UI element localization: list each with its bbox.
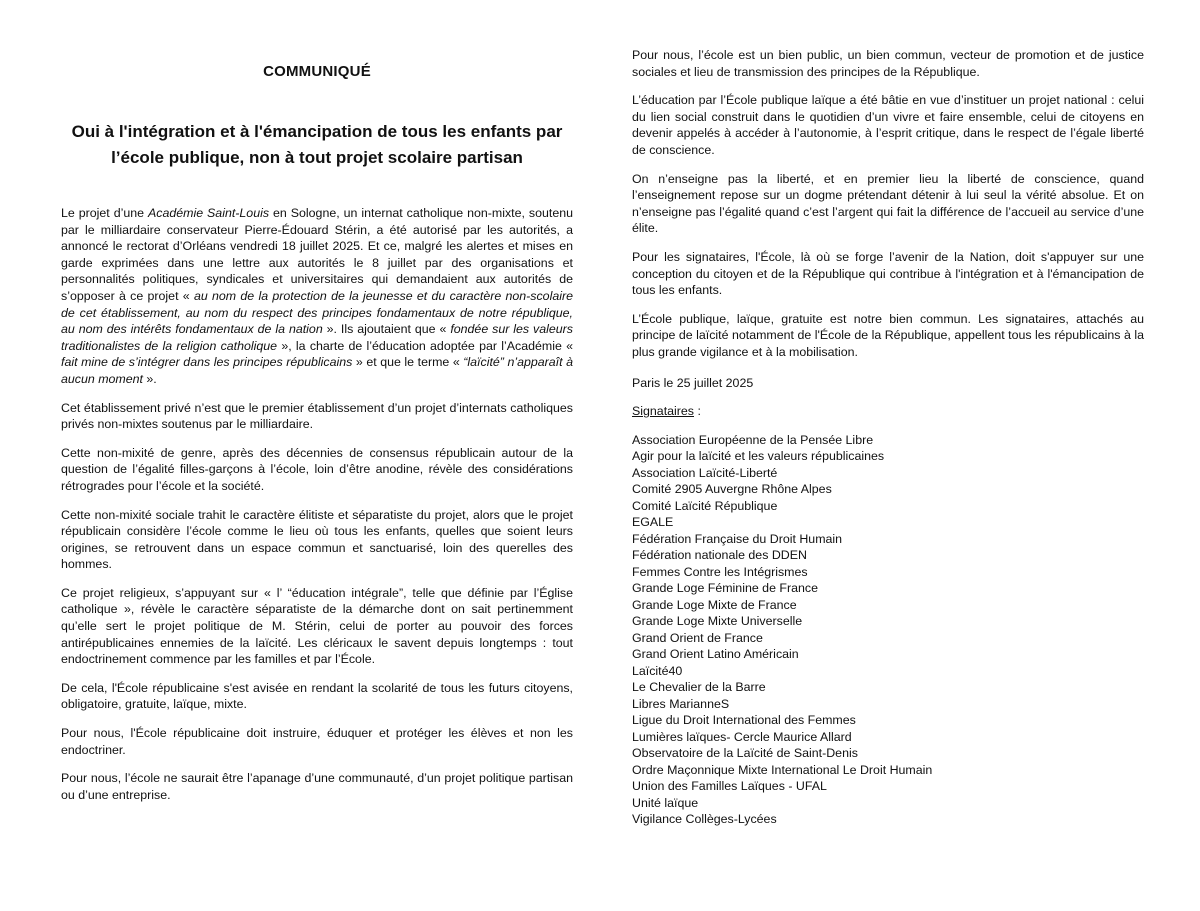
right-body xyxy=(632,47,1144,828)
signatory-item: Observatoire de la Laïcité de Saint-Denis xyxy=(632,746,858,761)
document-subtitle xyxy=(61,119,573,171)
signatory-item: Lumières laïques- Cercle Maurice Allard xyxy=(632,729,852,744)
signatory-item: Ordre Maçonnique Mixte International Le Droit Humain xyxy=(632,762,933,777)
italic-run: “laïcité” n’apparaît à aucun moment xyxy=(61,355,573,386)
signatories-heading xyxy=(632,403,1144,420)
signatory-item: Association Européenne de la Pensée Libre xyxy=(632,432,874,447)
text-run: ». xyxy=(142,371,157,386)
text-run: Le projet d’une xyxy=(61,206,148,220)
signatory-item: Laïcité40 xyxy=(632,663,683,678)
paragraph-ecole-republicaine: De cela, l'École républicaine s'est avisée en rendant la scolarité de tous les futurs citoyens, obligatoire, gratuite, laïque, mixte. xyxy=(61,680,573,712)
signatory-item: Grande Loge Mixte Universelle xyxy=(632,614,803,629)
signatory-item: Comité 2905 Auvergne Rhône Alpes xyxy=(632,482,832,497)
paragraph-non-mixite-sociale: Cette non-mixité sociale trahit le caractère élitiste et séparatiste du projet, alors que le projet républicain considère l’école comme le lieu où tous les enfants, quelles que soient leurs origines, se retrouvent dans un espace commun et sanctuarisé, loin des querelles des hommes. xyxy=(61,507,573,572)
signatories-heading-colon: : xyxy=(694,404,701,419)
paragraph-non-mixite-genre: Cette non-mixité de genre, après des décennies de consensus républicain autour de la question de l’égalité filles-garçons à l’école, loin d’être anodine, révèle des considérations rétrogrades pour l’école et la société. xyxy=(61,445,573,493)
subtitle-line-2: l’école publique, non à tout projet scolaire partisan xyxy=(111,148,523,167)
paragraph-bien-commun: L’École publique, laïque, gratuite est notre bien commun. Les signataires, attachés au principe de laïcité notamment de l'École de la République, appellent tous les républicains à la plus grande vigilance et à la mobilisation. xyxy=(632,311,1144,359)
paragraph-liberte: On n’enseigne pas la liberté, et en premier lieu la liberté de conscience, quand l’enseignement repose sur un dogme prétendant détenir à lui seul la vérité absolue. Et on n’enseigne pas l’égalité quand c’est l’argent qui fait la différence de l’accueil au service d’une élite. xyxy=(632,171,1144,236)
document-title: COMMUNIQUÉ xyxy=(263,63,371,80)
text-run: en Sologne, un internat catholique non-mixte, soutenu par le milliardaire conservateur Pierre-Édouard Stérin, a été autorisé par les autorités, a annoncé le rectorat d’Orléans vendredi 18 juillet 2025. Et ce, malgré les alertes et mises en garde exprimées dans une lettre aux autorités le 8 juillet par des organisations et personnalités politiques, syndicales et universitaires qui demandaient aux autorités de s’opposer à ce projet « xyxy=(61,206,574,303)
text-run: ». Ils ajoutaient que « xyxy=(322,322,451,337)
italic-run: au nom de la protection de la jeunesse et du caractère non-scolaire de cet établissement, au nom du respect des principes fondamentaux de notre république, au nom des intérêts fondamentaux de la nation xyxy=(61,288,573,337)
paragraph-signataires-avenir: Pour les signataires, l'École, là où se forge l’avenir de la Nation, doit s'appuyer sur une conception du citoyen et de la République qui contribue à l'intégration et à l'émancipation de tous les enfants. xyxy=(632,249,1144,298)
paragraph-bien-public: Pour nous, l’école est un bien public, un bien commun, vecteur de promotion et de justice sociales et lieu de transmission des principes de la République. xyxy=(632,48,1144,79)
text-run: », la charte de l’éducation adoptée par l’Académie « xyxy=(277,338,573,353)
text-run: » et que le terme « xyxy=(352,355,464,370)
signatory-item: Grand Orient de France xyxy=(632,630,763,645)
paragraph-instruire: Pour nous, l'École républicaine doit instruire, éduquer et protéger les élèves et non les endoctriner. xyxy=(61,726,573,757)
subtitle-line-1: Oui à l'intégration et à l'émancipation de tous les enfants par xyxy=(71,122,563,141)
signatory-item: Union des Familles Laïques - UFAL xyxy=(632,779,827,794)
dateline: Paris le 25 juillet 2025 xyxy=(632,375,754,390)
italic-run: Académie Saint-Louis xyxy=(147,206,270,220)
left-body xyxy=(61,205,573,815)
paragraph-etablissement: Cet établissement privé n’est que le premier établissement d’un projet d’internats catholiques privés non-mixtes soutenus par le milliardaire. xyxy=(61,400,573,432)
signatory-item: EGALE xyxy=(632,515,674,530)
paragraph-projet-national: L’éducation par l’École publique laïque a été bâtie en vue d’instituer un projet national : celui du lien social construit dans le quotidien d’un vivre et faire ensemble, celui de citoyens en devenir appelés à accéder à l’autonomie, à l’esprit critique, dans le respect de l’égale liberté de conscience. xyxy=(632,93,1144,157)
paragraph-projet-religieux: Ce projet religieux, s’appuyant sur « l’ “éducation intégrale”, telle que définie par l’Église catholique », révèle le caractère séparatiste de la démarche dont on sait pertinemment qu’elle sert le projet politique de M. Stérin, celui de porter au pouvoir des forces antirépublicaines ennemies de la laïcité. Les cléricaux le savent depuis longtemps : tout endoctrinement commence par les familles et par l’École. xyxy=(61,585,573,667)
signatories-list xyxy=(632,432,1144,828)
signatory-item: Ligue du Droit International des Femmes xyxy=(632,713,856,728)
paragraph-academie xyxy=(61,205,573,388)
signatory-item: Comité Laïcité République xyxy=(632,498,778,513)
signatory-item: Vigilance Collèges-Lycées xyxy=(632,812,777,827)
signatory-item: Libres MarianneS xyxy=(632,696,730,711)
italic-run: fait mine de s’intégrer dans les principes républicains xyxy=(61,355,353,370)
signatory-item: Le Chevalier de la Barre xyxy=(632,680,766,695)
signatory-item: Unité laïque xyxy=(632,795,699,810)
signatories-heading-label: Signataires xyxy=(632,404,694,419)
signatory-item: Agir pour la laïcité et les valeurs républicaines xyxy=(632,449,885,464)
signatory-item: Fédération Française du Droit Humain xyxy=(632,531,843,546)
signatory-item: Fédération nationale des DDEN xyxy=(632,548,807,563)
signatory-item: Grande Loge Mixte de France xyxy=(632,597,797,612)
paragraph-apanage: Pour nous, l’école ne saurait être l’apanage d’une communauté, d’un projet politique partisan ou d’une entreprise. xyxy=(61,771,573,802)
signatory-item: Grande Loge Féminine de France xyxy=(632,581,818,596)
signatory-item: Femmes Contre les Intégrismes xyxy=(632,564,808,579)
signatory-item: Association Laïcité-Liberté xyxy=(632,465,778,480)
italic-run: fondée sur les valeurs traditionalistes de la religion catholique xyxy=(61,322,573,353)
signatory-item: Grand Orient Latino Américain xyxy=(632,647,799,662)
